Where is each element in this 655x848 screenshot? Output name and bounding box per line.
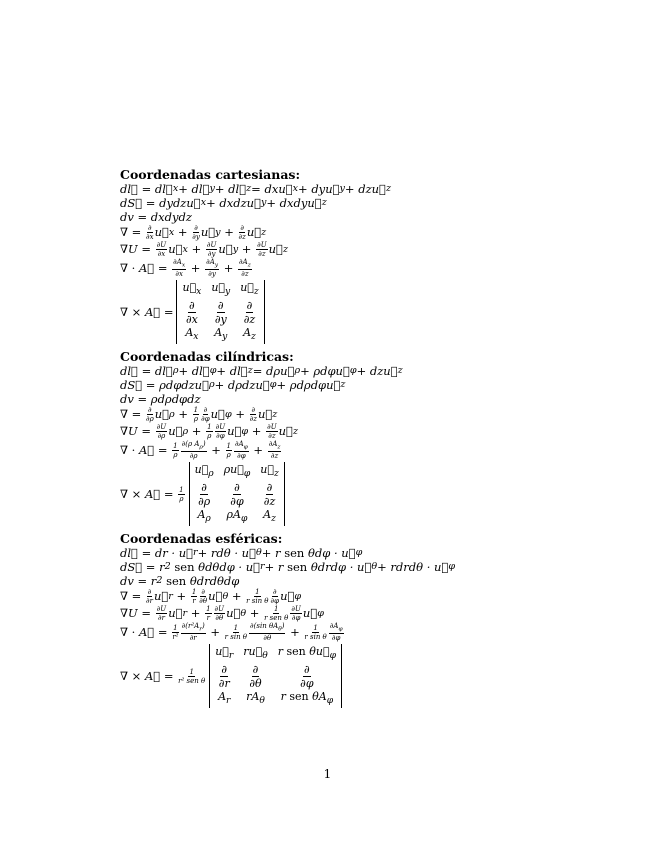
equation-gradient: ∇ U = ∂U ∂x u⃗ x + ∂U ∂y u⃗ y + ∂U ∂z u⃗ z — [120, 241, 288, 258]
equation-nabla: ∇ = ∂ ∂x u⃗ x + ∂ ∂y u⃗ y + ∂ ∂z u⃗ z — [120, 224, 267, 241]
section-cartesian — [120, 168, 391, 344]
equation-curl: ∇ × A⃗ = $\frac{1}{\rho}$ $u⃗_\rho$ $\rho u⃗_\varphi$ $u⃗_z$ ∂ ∂ρ ∂ ∂φ ∂ ∂z $A_\rho$ $\rho A_\varphi$ $A_z$ — [120, 462, 403, 525]
equation-curl: ∇ × A⃗ = $u⃗_x$ $u⃗_y$ $u⃗_z$ ∂ ∂x ∂ ∂y ∂ ∂z $A_x$ $A_y$ $A_z$ — [120, 280, 391, 343]
section-heading: Coordenadas cilíndricas: — [120, 349, 294, 364]
equation-nabla: ∇ = ∂ ∂ρ u⃗ ρ + 1 ρ ∂ ∂φ u⃗ φ + ∂ ∂z u⃗ z — [120, 406, 278, 423]
equation-divergence: ∇ · A⃗ = 1 r² $\partial(r^2A_r)$ ∂r + 1 r sin θ ∂(sin $\theta A_\theta$) ∂θ + 1 r sin θ $\partial A_\varphi$ ∂φ — [120, 622, 343, 643]
equation-surface-element: dS⃗ = ρdφdzu⃗ ρ + dρdzu⃗ φ + ρdρdφu⃗ z — [120, 378, 346, 392]
equation-curl: ∇ × A⃗ = 1 r² sen θ $u⃗_r$ $ru⃗_\theta$ r sen $\theta u⃗_\varphi$ ∂ ∂r ∂ ∂θ ∂ ∂φ $A_r$ $rA_\theta$ r sen $\theta A_\varphi$ — [120, 644, 455, 707]
equation-divergence: ∇ · A⃗ = $\partial A_x$ ∂x + $\partial A_y$ ∂y + $\partial A_z$ ∂z — [120, 258, 251, 279]
equation-divergence: ∇ · A⃗ = 1 ρ ∂(ρ $A_\rho$) ∂ρ + 1 ρ $\partial A_\varphi$ ∂φ + $\partial A_z$ ∂z — [120, 440, 281, 461]
equation-gradient: ∇ U = ∂U ∂ρ u⃗ ρ + 1 ρ ∂U ∂φ u⃗ φ + ∂U ∂z u⃗ z — [120, 423, 298, 440]
page-number: 1 — [323, 767, 332, 781]
equation-nabla: ∇ = ∂ ∂r u⃗ r + 1 r ∂ ∂θ u⃗ θ + 1 r sin θ ∂ ∂φ u⃗ φ — [120, 588, 302, 605]
equation-line-element: dl⃗ = dl⃗ x + dl⃗ y + dl⃗ z = dx u⃗ x + dy u⃗ y + dz u⃗ z — [120, 182, 391, 196]
equation-volume-element: dv = dxdydz — [120, 210, 192, 224]
equation-line-element: dl⃗ = dr · u⃗ r + rdθ · u⃗ θ + r sen θdφ · u⃗ φ — [120, 546, 363, 560]
section-heading: Coordenadas esféricas: — [120, 531, 283, 546]
equation-volume-element: dv = r 2 sen θdrdθdφ — [120, 574, 240, 588]
equation-volume-element: dv = ρdρdφdz — [120, 392, 201, 406]
equation-gradient: ∇ U = ∂U ∂r u⃗ r + 1 r ∂U ∂θ u⃗ θ + 1 r sen θ ∂U ∂φ u⃗ φ — [120, 605, 324, 622]
section-heading: Coordenadas cartesianas: — [120, 167, 301, 182]
equation-line-element: dl⃗ = dl⃗ ρ + dl⃗ φ + dl⃗ z = dρu⃗ ρ + ρdφu⃗ φ + dzu⃗ z — [120, 364, 403, 378]
equation-surface-element: dS⃗ = r 2 sen θdθdφ · u⃗ r + r sen θdrdφ · u⃗ θ + rdrdθ · u⃗ φ — [120, 560, 456, 574]
section-spherical — [120, 532, 455, 708]
section-cylindrical — [120, 350, 403, 526]
equation-surface-element: dS⃗ = dydz u⃗ x + dxdz u⃗ y + dxdy u⃗ z — [120, 196, 327, 210]
